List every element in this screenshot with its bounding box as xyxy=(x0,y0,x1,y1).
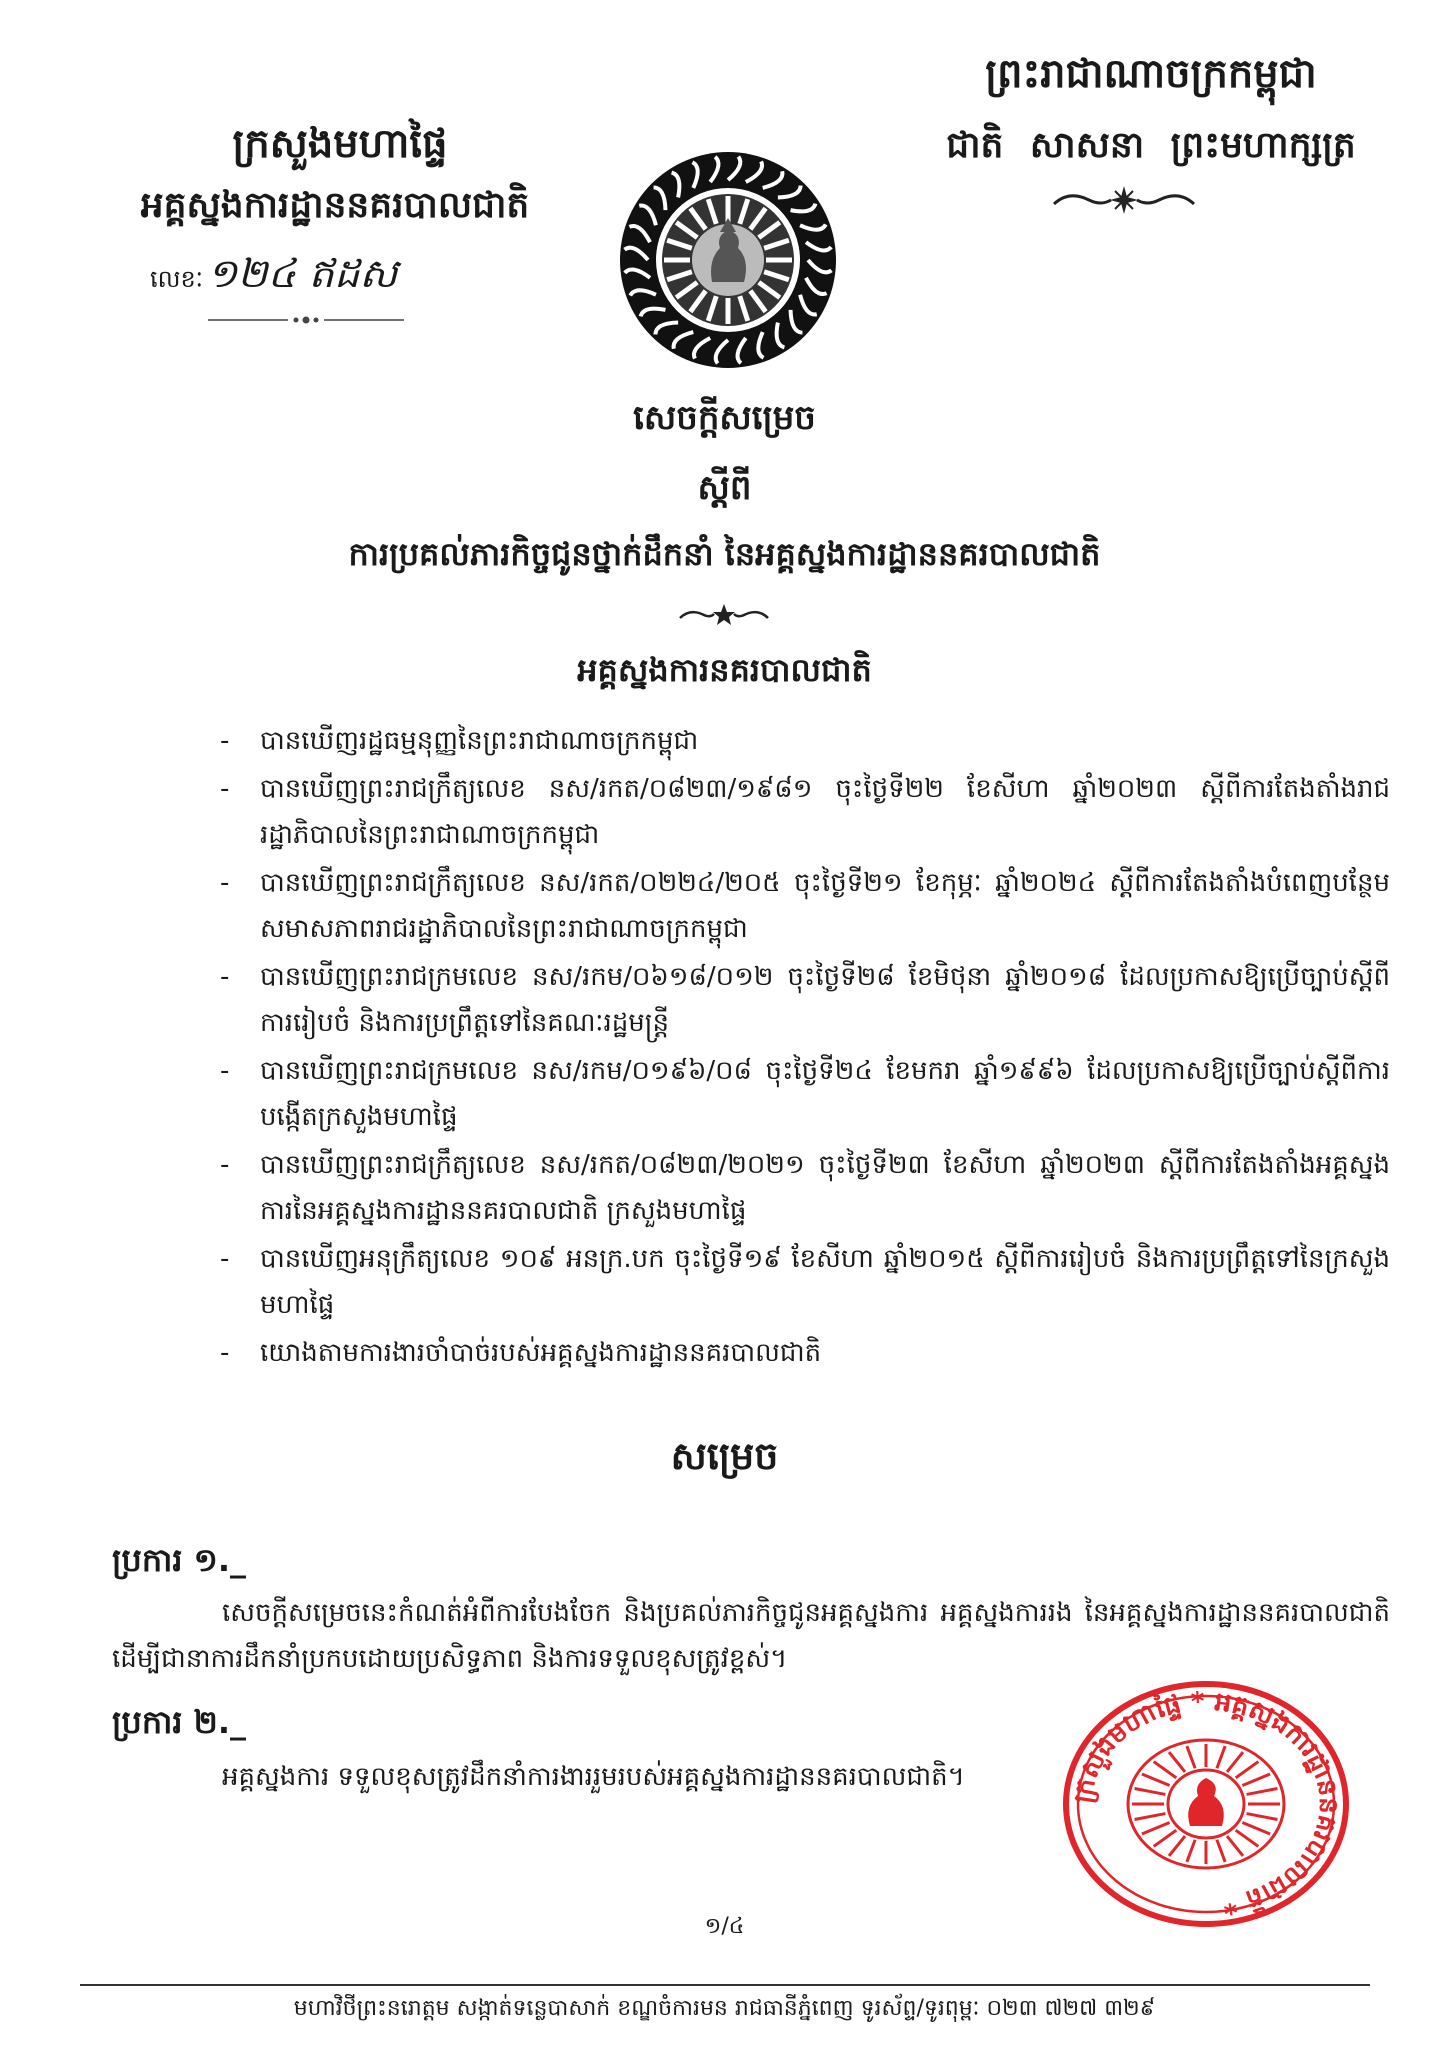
reference-text: បានឃើញព្រះរាជក្រមលេខ នស/រកម/០១៩៦/០៨ ចុះថ្ងៃទី២៤ ខែមករា ឆ្នាំ១៩៩៦ ដែលប្រកាសឱ្យប្រើច្បាប់ស្ដីពីការបង្កើតក្រសួងមហាផ្ទៃ xyxy=(260,1056,1390,1132)
article-2-label: ប្រការ ២._ xyxy=(112,1703,246,1741)
list-item: - បានឃើញព្រះរាជក្រឹត្យលេខ នស/រកត/០៨២៣/១៩៨១ ចុះថ្ងៃទី២២ ខែសីហា ឆ្នាំ២០២៣ ស្ដីពីការតែងតាំងរាជរដ្ឋាភិបាលនៃព្រះរាជាណាចក្រកម្ពុជា xyxy=(220,774,1390,850)
list-item: - បានឃើញព្រះរាជក្រមលេខ នស/រកម/០៦១៨/០១២ ចុះថ្ងៃទី២៨ ខែមិថុនា ឆ្នាំ២០១៨ ដែលប្រកាសឱ្យប្រើច្បាប់ស្ដីពីការរៀបចំ និងការប្រព្រឹត្តទៅនៃគណៈរដ្ឋមន្ត្រី xyxy=(220,962,1390,1038)
police-emblem-icon xyxy=(616,148,840,372)
reference-text: បានឃើញរដ្ឋធម្មនុញ្ញនៃព្រះរាជាណាចក្រកម្ពុជា xyxy=(260,726,699,756)
list-item: - បានឃើញរដ្ឋធម្មនុញ្ញនៃព្រះរាជាណាចក្រកម្ពុជា xyxy=(220,726,699,756)
reference-text: បានឃើញព្រះរាជក្រឹត្យលេខ នស/រកត/០២២៤/២០៥ ចុះថ្ងៃទី២១ ខែកុម្ភៈ ឆ្នាំ២០២៤ ស្ដីពីការតែងតាំងបំពេញបន្ថែមសមាសភាពរាជរដ្ឋាភិបាលនៃព្រះរាជាណាចក្រកម្ពុជា xyxy=(260,868,1390,944)
article-1-label: ប្រការ ១._ xyxy=(112,1541,246,1579)
document-number-value: ១២៤ ឥដស xyxy=(207,251,398,297)
page-number: ១/៤ xyxy=(704,1914,745,1939)
department-name: អគ្គស្នងការដ្ឋាននគរបាលជាតិ xyxy=(140,185,530,226)
list-item: - បានឃើញព្រះរាជក្រឹត្យលេខ នស/រកត/០២២៤/២០៥ ចុះថ្ងៃទី២១ ខែកុម្ភៈ ឆ្នាំ២០២៤ ស្ដីពីការតែងតាំងបំពេញបន្ថែមសមាសភាពរាជរដ្ឋាភិបាលនៃព្រះរាជាណាចក្រកម្ពុជា xyxy=(220,868,1390,944)
list-item: - បានឃើញព្រះរាជក្រឹត្យលេខ នស/រកត/០៨២៣/២០២១ ចុះថ្ងៃទី២៣ ខែសីហា ឆ្នាំ២០២៣ ស្ដីពីការតែងតាំងអគ្គស្នងការនៃអគ្គស្នងការដ្ឋាននគរបាលជាតិ ក្រសួងមហាផ្ទៃ xyxy=(220,1150,1390,1226)
reference-text: បានឃើញព្រះរាជក្រឹត្យលេខ នស/រកត/០៨២៣/១៩៨១ ចុះថ្ងៃទី២២ ខែសីហា ឆ្នាំ២០២៣ ស្ដីពីការតែងតាំងរាជរដ្ឋាភិបាលនៃព្រះរាជាណាចក្រកម្ពុជា xyxy=(260,774,1390,850)
decision-heading: សម្រេច xyxy=(670,1434,779,1478)
document-subject: ការប្រគល់ភារកិច្ចជូនថ្នាក់ដឹកនាំ នៃអគ្គស្នងការដ្ឋាននគរបាលជាតិ xyxy=(348,535,1101,573)
seal-text: ក្រសួងមហាផ្ទៃ * អគ្គស្នងការដ្ឋាននគរបាលជាតិ * xyxy=(1068,1686,1344,1920)
document-number-label: លេខៈ xyxy=(150,265,204,293)
issuing-authority: អគ្គស្នងការនគរបាលជាតិ xyxy=(577,651,872,689)
footer-divider xyxy=(80,1984,1370,1986)
article-2-text: អគ្គស្នងការ ទទួលខុសត្រូវដឹកនាំការងាររួមរបស់អគ្គស្នងការដ្ឋាននគរបាលជាតិ។ xyxy=(222,1762,965,1792)
reference-text: បានឃើញព្រះរាជក្រមលេខ នស/រកម/០៦១៨/០១២ ចុះថ្ងៃទី២៨ ខែមិថុនា ឆ្នាំ២០១៨ ដែលប្រកាសឱ្យប្រើច្បាប់ស្ដីពីការរៀបចំ និងការប្រព្រឹត្តទៅនៃគណៈរដ្ឋមន្ត្រី xyxy=(260,962,1390,1038)
reference-text: បានឃើញព្រះរាជក្រឹត្យលេខ នស/រកត/០៨២៣/២០២១ ចុះថ្ងៃទី២៣ ខែសីហា ឆ្នាំ២០២៣ ស្ដីពីការតែងតាំងអគ្គស្នងការនៃអគ្គស្នងការដ្ឋាននគរបាលជាតិ ក្រសួងមហាផ្ទៃ xyxy=(260,1150,1390,1226)
official-seal-icon xyxy=(1058,1676,1354,1932)
ministry-name: ក្រសួងមហាផ្ទៃ xyxy=(232,121,448,167)
legal-references-list xyxy=(220,718,1390,1378)
star-ornament-icon xyxy=(674,600,774,630)
kingdom-title: ព្រះរាជាណាចក្រកម្ពុជា xyxy=(985,51,1317,97)
article-1-text: សេចក្ដីសម្រេចនេះកំណត់អំពីការបែងចែក និងប្រគល់ភារកិច្ចជូនអគ្គស្នងការ អគ្គស្នងការរង នៃអគ្គស្នងការដ្ឋាននគរបាលជាតិ ដើម្បីជានាការដឹកនាំប្រកបដោយប្រសិទ្ធភាព និងការទទួលខុសត្រូវខ្ពស់។ xyxy=(112,1598,1390,1674)
document-title: សេចក្ដីសម្រេច xyxy=(633,398,816,438)
list-item: - បានឃើញអនុក្រឹត្យលេខ ១០៩ អនក្រ.បក ចុះថ្ងៃទី១៩ ខែសីហា ឆ្នាំ២០១៥ ស្ដីពីការរៀបចំ និងការប្រព្រឹត្តទៅនៃក្រសួងមហាផ្ទៃ xyxy=(220,1244,1390,1320)
national-motto: ជាតិ សាសនា ព្រះមហាក្សត្រ xyxy=(946,125,1356,166)
reference-text: យោងតាមការងារចាំបាច់របស់អគ្គស្នងការដ្ឋាននគរបាលជាតិ xyxy=(260,1338,822,1368)
list-item: - បានឃើញព្រះរាជក្រមលេខ នស/រកម/០១៩៦/០៨ ចុះថ្ងៃទី២៤ ខែមករា ឆ្នាំ១៩៩៦ ដែលប្រកាសឱ្យប្រើច្បាប់ស្ដីពីការបង្កើតក្រសួងមហាផ្ទៃ xyxy=(220,1056,1390,1132)
reference-text: បានឃើញអនុក្រឹត្យលេខ ១០៩ អនក្រ.បក ចុះថ្ងៃទី១៩ ខែសីហា ឆ្នាំ២០១៥ ស្ដីពីការរៀបចំ និងការប្រព្រឹត្តទៅនៃក្រសួងមហាផ្ទៃ xyxy=(260,1244,1390,1320)
document-number xyxy=(150,248,510,307)
separator-ornament-icon xyxy=(208,314,404,326)
footer-address: មហាវិថីព្រះនរោត្តម សង្កាត់ទន្លេបាសាក់ ខណ្ឌចំការមន រាជធានីភ្នំពេញ ទូរស័ព្ទ/ទូរពុម្ពៈ ០២៣ ៧២៧ ៣២៩ xyxy=(293,1996,1156,2021)
list-item: - យោងតាមការងារចាំបាច់របស់អគ្គស្នងការដ្ឋាននគរបាលជាតិ xyxy=(220,1338,822,1368)
document-title-about: ស្ដីពី xyxy=(697,468,752,508)
flourish-ornament-icon xyxy=(1049,180,1199,220)
